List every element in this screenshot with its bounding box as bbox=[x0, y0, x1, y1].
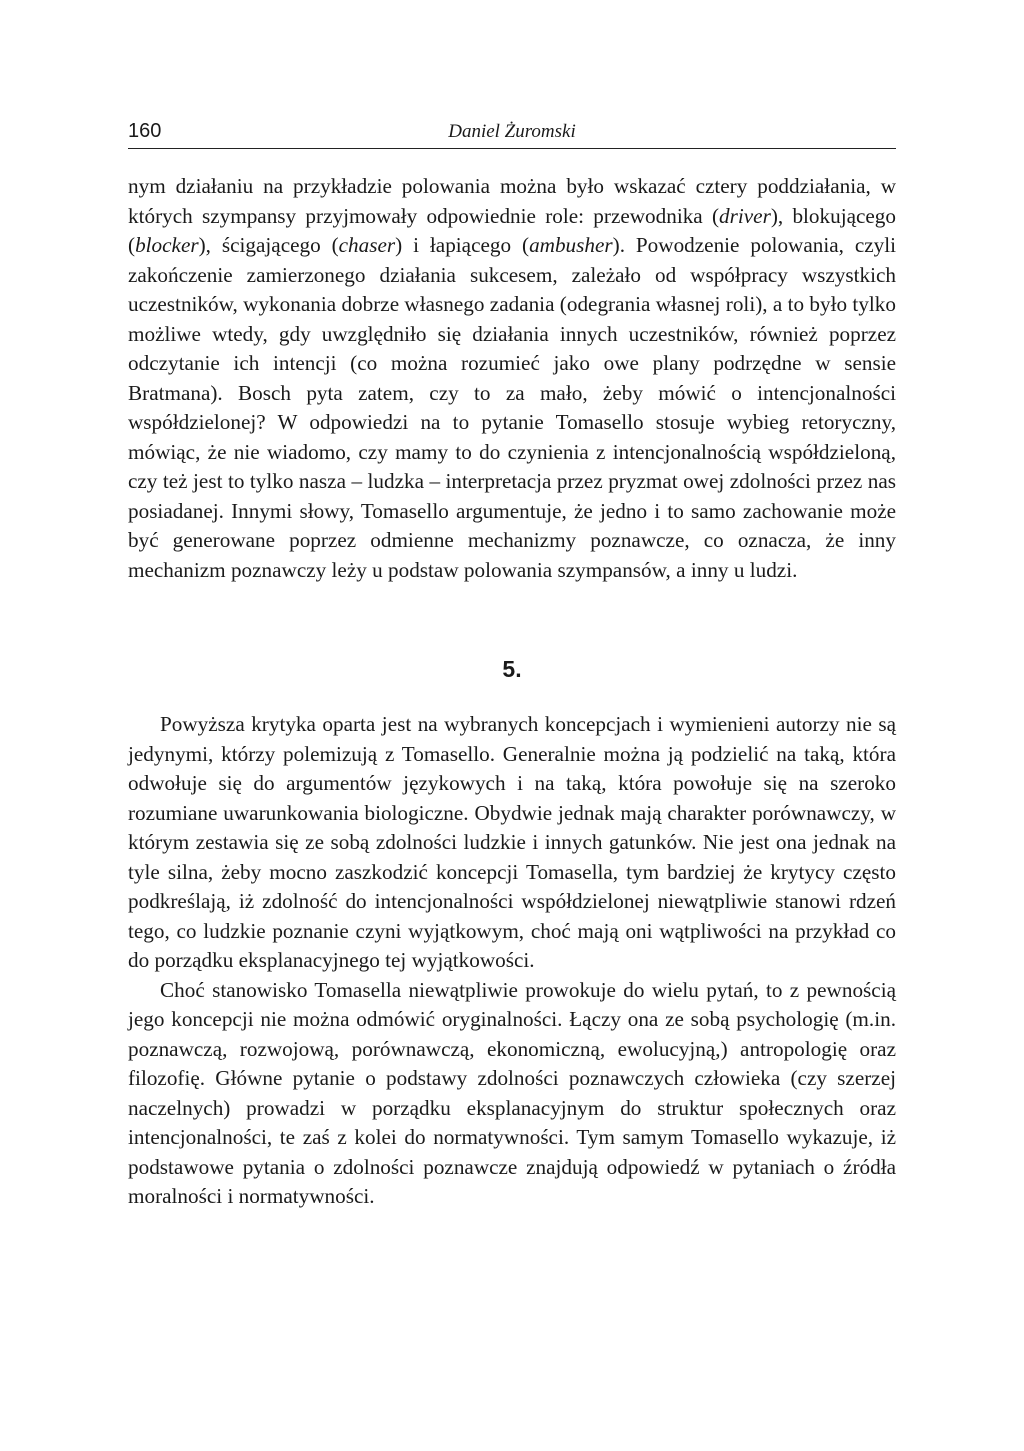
body-text-top bbox=[128, 172, 896, 585]
paragraph-text: ), ścigającego ( bbox=[198, 233, 339, 257]
page-number: 160 bbox=[128, 120, 162, 142]
section-heading: 5. bbox=[502, 656, 522, 682]
paragraph-text: ) i łapiącego ( bbox=[395, 233, 530, 257]
term-ambusher: ambusher bbox=[529, 233, 613, 257]
term-blocker: blocker bbox=[135, 233, 199, 257]
body-text-section-5 bbox=[128, 710, 896, 1212]
paragraph-text: ), blokującego ( bbox=[128, 203, 896, 257]
term-chaser: chaser bbox=[338, 233, 396, 257]
paragraph-conclusion: Choć stanowisko Tomasella niewątpliwie prowokuje do wielu pytań, to z pewnością jego koncepcji nie można odmówić oryginalności. Łączy ona ze sobą psychologię (m.in. poznawczą, rozwojową, porównawczą, ekonomiczną, ewolucyjną,) antropologię oraz filozofię. Główne pytanie o podstawy zdolności poznawczych człowieka (czy szerzej naczelnych) prowadzi w porządku eksplanacyjnym do struktur społecznych oraz intencjonalności, te zaś z kolei do normatywności. Tym samym Tomasello wykazuje, iż podstawowe pytania o zdolności poznawcze znajdują odpowiedź w pytaniach o źródła moralności i normatywności. bbox=[128, 977, 896, 1208]
running-head-author: Daniel Żuromski bbox=[448, 121, 576, 142]
paragraph-criticism-summary: Powyższa krytyka oparta jest na wybranych koncepcjach i wymienieni autorzy nie są jedynymi, którzy polemizują z Tomasello. Generalnie można ją podzielić na taką, która odwołuje się do argumentów językowych i na taką, która powołuje się na szeroko rozumiane uwarunkowania biologiczne. Obydwie jednak mają charakter porównawczy, w którym zestawia się ze sobą zdolności ludzkie i innych gatunków. Nie jest ona jednak na tyle silna, żeby mocno zaszkodzić koncepcji Tomasella, tym bardziej że krytycy często podkreślają, iż zdolność do intencjonalności współdzielonej niewątpliwie stanowi rdzeń tego, co ludzkie poznanie czyni wyjątkowym, choć mają oni wątpliwości na przykład co do porządku eksplanacyjnego tej wyjątkowości. bbox=[128, 712, 896, 972]
term-driver: driver bbox=[719, 203, 771, 228]
paragraph-text: ). Powodzenie polowania, czyli zakończenie zamierzonego działania sukcesem, zależało od współpracy wszystkich uczestników, wykonania dobrze własnego zadania (odegrania własnej roli), a to było tylko możliwe wtedy, gdy uwzględniło się działania innych uczestników, również poprzez odczytanie ich intencji (co można rozumieć jako owe plany podrzędne w sensie Bratmana). Bosch pyta zatem, czy to za mało, żeby mówić o intencjonalności współdzielonej? W odpowiedzi na to pytanie Tomasello stosuje wybieg retoryczny, mówiąc, że nie wiadomo, czy mamy to do czynienia z intencjonalnością współdzieloną, czy też jest to tylko nasza – ludzka – interpretacja przez pryzmat owej zdolności przez nas posiadanej. Innymi słowy, Tomasello argumentuje, że jedno i to samo zachowanie może być generowane poprzez odmienne mechanizmy poznawcze, co oznacza, że inny mechanizm poznawczy leży u podstaw polowania szympansów, a inny u ludzi. bbox=[128, 233, 897, 582]
page-header bbox=[128, 118, 896, 149]
paragraph-text: nym działaniu na przykładzie polowania można było wskazać cztery poddziałania, w których szympansy przyjmowały odpowiednie role: przewodnika ( bbox=[128, 174, 896, 228]
paragraph-continuation bbox=[128, 172, 896, 585]
